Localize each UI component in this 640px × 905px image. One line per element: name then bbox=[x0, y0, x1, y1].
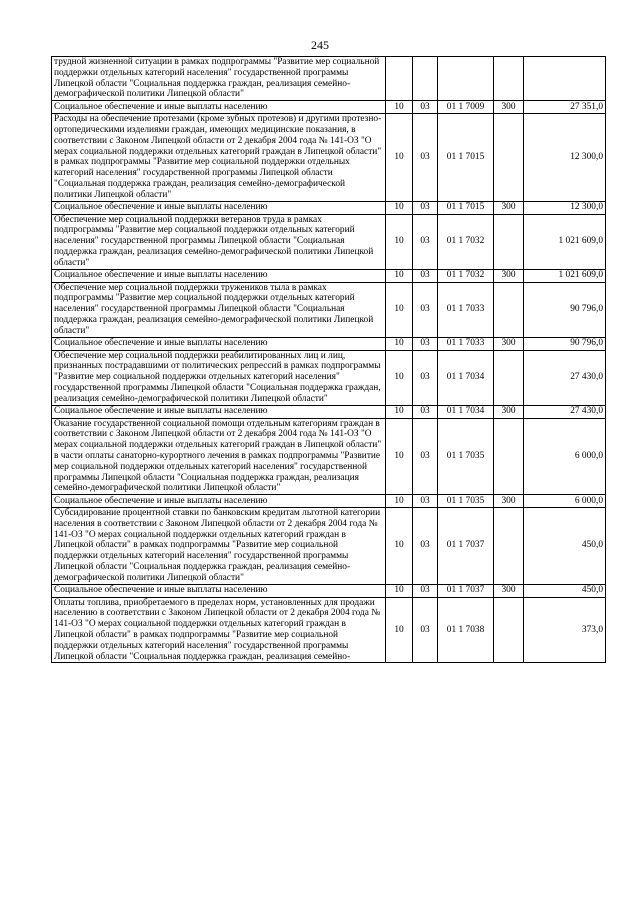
cell-subsection: 03 bbox=[413, 418, 438, 495]
cell-subsection: 03 bbox=[413, 584, 438, 597]
cell-subsection: 03 bbox=[413, 350, 438, 405]
cell-description: Социальное обеспечение и иные выплаты населению bbox=[52, 269, 386, 282]
cell-section: 10 bbox=[386, 282, 413, 337]
cell-target-article: 01 1 7015 bbox=[438, 114, 494, 201]
cell-description: Социальное обеспечение и иные выплаты населению bbox=[52, 101, 386, 114]
cell-target-article: 01 1 7038 bbox=[438, 597, 494, 663]
cell-description: Субсидирование процентной ставки по банковским кредитам льготной категории населения в соответствии с Законом Липецкой области от 2 декабря 2004 года № 141-ОЗ "О мерах социальной поддержки отдельных категорий граждан в Липецкой области" в рамках подпрограммы "Развитие мер социальной поддержки отдельных категорий населения" государственной программы Липецкой области "Социальная поддержка граждан, реализация семейно-демографической политики Липецкой области" bbox=[52, 508, 386, 585]
table-row bbox=[52, 114, 606, 201]
cell-description: Обеспечение мер социальной поддержки тружеников тыла в рамках подпрограммы "Развитие мер социальной поддержки отдельных категорий населения" государственной программы Липецкой области "Социальная поддержка граждан, реализация семейно-демографической политики Липецкой области" bbox=[52, 282, 386, 337]
table-row bbox=[52, 201, 606, 214]
cell-section: 10 bbox=[386, 201, 413, 214]
budget-table bbox=[51, 56, 606, 663]
cell-section: 10 bbox=[386, 269, 413, 282]
cell-amount: 1 021 609,0 bbox=[524, 214, 606, 269]
cell-description: Социальное обеспечение и иные выплаты населению bbox=[52, 584, 386, 597]
cell-section: 10 bbox=[386, 405, 413, 418]
table-row bbox=[52, 101, 606, 114]
cell-description: Оплаты топлива, приобретаемого в пределах норм, установленных для продажи населению в соответствии с Законом Липецкой области от 2 декабря 2004 года № 141-ОЗ "О мерах социальной поддержки отдельных категорий граждан в Липецкой области" в рамках подпрограммы "Развитие мер социальной поддержки отдельных категорий населения" государственной программы Липецкой области "Социальная поддержка граждан, реализация семейно- bbox=[52, 597, 386, 663]
cell-target-article: 01 1 7032 bbox=[438, 269, 494, 282]
cell-description: Социальное обеспечение и иные выплаты населению bbox=[52, 201, 386, 214]
cell-section: 10 bbox=[386, 418, 413, 495]
cell-description: трудной жизненной ситуации в рамках подпрограммы "Развитие мер социальной поддержки отдельных категорий населения" государственной программы Липецкой области "Социальная поддержка граждан, реализация семейно-демографической политики Липецкой области" bbox=[52, 57, 386, 101]
table-row bbox=[52, 584, 606, 597]
cell-subsection: 03 bbox=[413, 337, 438, 350]
cell-subsection: 03 bbox=[413, 114, 438, 201]
cell-description: Социальное обеспечение и иные выплаты населению bbox=[52, 405, 386, 418]
page-number: 245 bbox=[311, 38, 329, 52]
cell-target-article bbox=[438, 57, 494, 101]
cell-expense-type: 300 bbox=[494, 101, 524, 114]
table-row bbox=[52, 405, 606, 418]
cell-expense-type bbox=[494, 508, 524, 585]
cell-target-article: 01 1 7033 bbox=[438, 282, 494, 337]
cell-subsection: 03 bbox=[413, 282, 438, 337]
cell-amount bbox=[524, 57, 606, 101]
cell-amount: 27 430,0 bbox=[524, 405, 606, 418]
table-row bbox=[52, 495, 606, 508]
cell-target-article: 01 1 7035 bbox=[438, 418, 494, 495]
cell-expense-type: 300 bbox=[494, 337, 524, 350]
cell-subsection: 03 bbox=[413, 495, 438, 508]
cell-amount: 373,0 bbox=[524, 597, 606, 663]
cell-expense-type bbox=[494, 350, 524, 405]
cell-description: Социальное обеспечение и иные выплаты населению bbox=[52, 337, 386, 350]
cell-amount: 90 796,0 bbox=[524, 282, 606, 337]
cell-amount: 12 300,0 bbox=[524, 201, 606, 214]
cell-subsection: 03 bbox=[413, 201, 438, 214]
cell-section bbox=[386, 57, 413, 101]
cell-amount: 450,0 bbox=[524, 508, 606, 585]
cell-target-article: 01 1 7009 bbox=[438, 101, 494, 114]
cell-expense-type: 300 bbox=[494, 584, 524, 597]
cell-target-article: 01 1 7037 bbox=[438, 508, 494, 585]
cell-section: 10 bbox=[386, 214, 413, 269]
cell-subsection: 03 bbox=[413, 269, 438, 282]
cell-expense-type: 300 bbox=[494, 269, 524, 282]
cell-expense-type: 300 bbox=[494, 405, 524, 418]
table-row bbox=[52, 214, 606, 269]
table-row bbox=[52, 337, 606, 350]
cell-amount: 90 796,0 bbox=[524, 337, 606, 350]
cell-target-article: 01 1 7037 bbox=[438, 584, 494, 597]
table-row bbox=[52, 282, 606, 337]
cell-expense-type: 300 bbox=[494, 201, 524, 214]
table-row bbox=[52, 418, 606, 495]
cell-description: Обеспечение мер социальной поддержки реабилитированных лиц и лиц, признанных пострадавшими от политических репрессий в рамках подпрограммы "Развитие мер социальной поддержки отдельных категорий населения" государственной программы Липецкой области "Социальная поддержка граждан, реализация семейно-демографической политики Липецкой области" bbox=[52, 350, 386, 405]
cell-section: 10 bbox=[386, 495, 413, 508]
cell-amount: 12 300,0 bbox=[524, 114, 606, 201]
cell-amount: 6 000,0 bbox=[524, 495, 606, 508]
cell-description: Обеспечение мер социальной поддержки ветеранов труда в рамках подпрограммы "Развитие мер социальной поддержки отдельных категорий населения" государственной программы Липецкой области "Социальная поддержка граждан, реализация семейно-демографической политики Липецкой области" bbox=[52, 214, 386, 269]
cell-section: 10 bbox=[386, 597, 413, 663]
cell-subsection: 03 bbox=[413, 214, 438, 269]
table-row bbox=[52, 350, 606, 405]
cell-target-article: 01 1 7033 bbox=[438, 337, 494, 350]
cell-amount: 1 021 609,0 bbox=[524, 269, 606, 282]
cell-amount: 6 000,0 bbox=[524, 418, 606, 495]
cell-description: Социальное обеспечение и иные выплаты населению bbox=[52, 495, 386, 508]
cell-section: 10 bbox=[386, 114, 413, 201]
cell-amount: 27 430,0 bbox=[524, 350, 606, 405]
cell-subsection: 03 bbox=[413, 101, 438, 114]
cell-section: 10 bbox=[386, 508, 413, 585]
table-row bbox=[52, 597, 606, 663]
cell-expense-type bbox=[494, 597, 524, 663]
cell-target-article: 01 1 7034 bbox=[438, 350, 494, 405]
cell-amount: 27 351,0 bbox=[524, 101, 606, 114]
cell-target-article: 01 1 7035 bbox=[438, 495, 494, 508]
table-row bbox=[52, 269, 606, 282]
table-row bbox=[52, 508, 606, 585]
cell-target-article: 01 1 7032 bbox=[438, 214, 494, 269]
cell-target-article: 01 1 7015 bbox=[438, 201, 494, 214]
cell-expense-type bbox=[494, 418, 524, 495]
cell-section: 10 bbox=[386, 350, 413, 405]
cell-expense-type bbox=[494, 214, 524, 269]
cell-subsection bbox=[413, 57, 438, 101]
cell-section: 10 bbox=[386, 584, 413, 597]
cell-expense-type: 300 bbox=[494, 495, 524, 508]
cell-expense-type bbox=[494, 114, 524, 201]
cell-subsection: 03 bbox=[413, 597, 438, 663]
cell-amount: 450,0 bbox=[524, 584, 606, 597]
cell-description: Оказание государственной социальной помощи отдельным категориям граждан в соответствии с Законом Липецкой области от 2 декабря 2004 года № 141-ОЗ "О мерах социальной поддержки отдельных категорий граждан в Липецкой области" в части оплаты санаторно-курортного лечения в рамках подпрограммы "Развитие мер социальной поддержки отдельных категорий населения" государственной программы Липецкой области "Социальная поддержка граждан, реализация семейно-демографической политики Липецкой области" bbox=[52, 418, 386, 495]
cell-section: 10 bbox=[386, 337, 413, 350]
cell-target-article: 01 1 7034 bbox=[438, 405, 494, 418]
cell-subsection: 03 bbox=[413, 405, 438, 418]
cell-expense-type bbox=[494, 57, 524, 101]
cell-section: 10 bbox=[386, 101, 413, 114]
cell-description: Расходы на обеспечение протезами (кроме зубных протезов) и другими протезно-ортопедическими изделиями граждан, имеющих медицинские показания, в соответствии с Законом Липецкой области от 2 декабря 2004 года № 141-ОЗ "О мерах социальной поддержки отдельных категорий граждан в Липецкой области" в рамках подпрограммы "Развитие мер социальной поддержки отдельных категорий населения" государственной программы Липецкой области "Социальная поддержка граждан, реализация семейно-демографической политики Липецкой области" bbox=[52, 114, 386, 201]
cell-expense-type bbox=[494, 282, 524, 337]
cell-subsection: 03 bbox=[413, 508, 438, 585]
table-row bbox=[52, 57, 606, 101]
